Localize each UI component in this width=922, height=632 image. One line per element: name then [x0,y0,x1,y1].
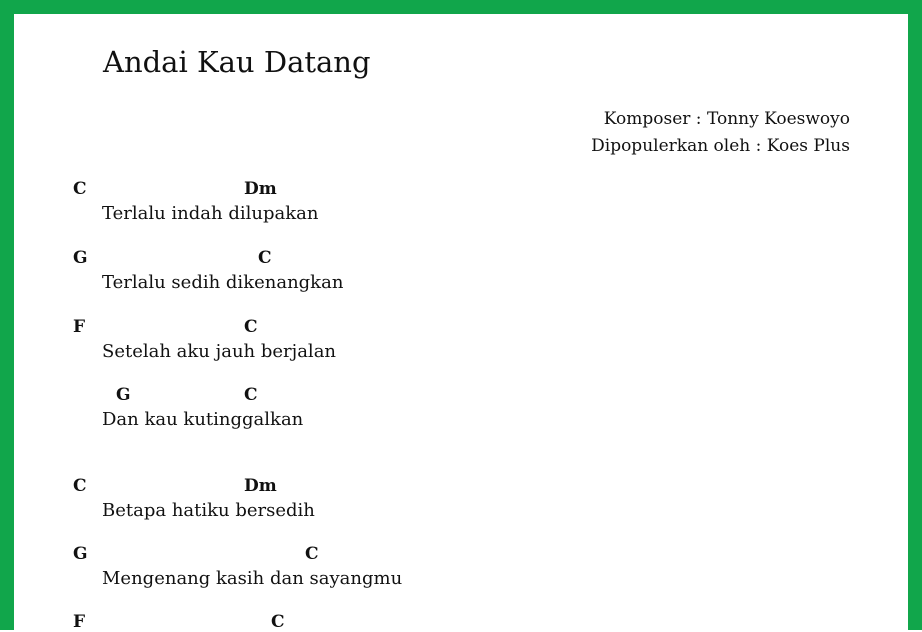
chord: F [73,612,86,632]
composer-credit: Komposer : Tonny Koeswoyo [603,109,850,129]
chord: C [305,544,319,564]
chord: G [73,544,88,564]
chord: G [73,248,88,268]
chord: C [244,317,258,337]
song-title: Andai Kau Datang [103,45,371,79]
lyric-line: Betapa hatiku bersedih [102,500,315,521]
chord: G [116,385,131,405]
lyric-line: Setelah aku jauh berjalan [102,341,337,362]
chord: C [244,385,258,405]
chord: C [271,612,285,632]
lyric-line: Terlalu indah dilupakan [102,203,319,224]
chord: C [73,476,87,496]
chord: F [73,317,86,337]
lyric-line: Dan kau kutinggalkan [102,409,304,430]
chord: Dm [244,179,277,199]
lyric-line: Mengenang kasih dan sayangmu [102,568,403,589]
chord: C [258,248,272,268]
lyric-line: Terlalu sedih dikenangkan [102,272,344,293]
chord: C [73,179,87,199]
chord: Dm [244,476,277,496]
popularized-by-credit: Dipopulerkan oleh : Koes Plus [591,136,850,156]
